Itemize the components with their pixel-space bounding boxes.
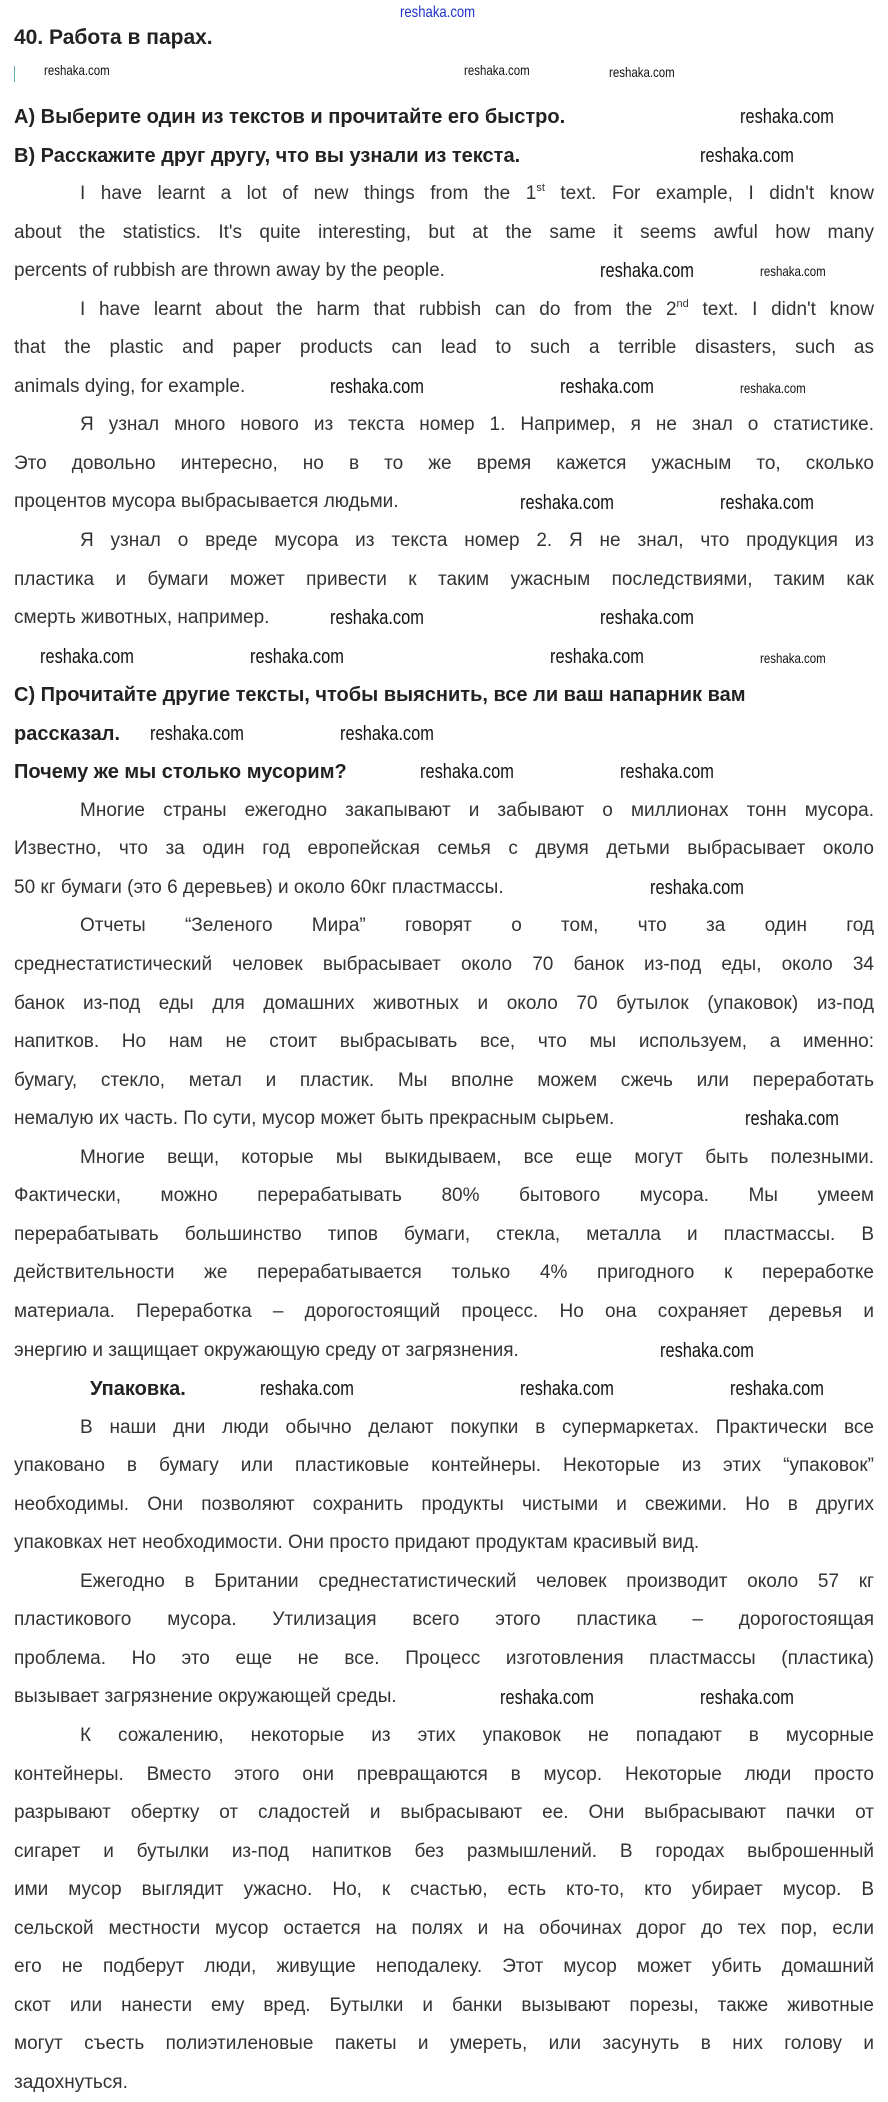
section-heading: рассказал. (14, 722, 121, 745)
paragraph-line: задохнуться. (14, 2071, 128, 2093)
watermark: reshaka.com (650, 877, 744, 899)
paragraph-line: Известно, что за один год европейская семья с двумя детьми выбрасывает около (14, 838, 874, 860)
paragraph-line: упаковках нет необходимости. Они просто придают продуктам красивый вид. (14, 1532, 700, 1554)
superscript: nd (676, 297, 689, 310)
section-heading: В) Расскажите друг другу, что вы узнали из текста. (14, 144, 521, 167)
watermark: reshaka.com (720, 492, 814, 514)
exercise-title: 40. Работа в парах. (14, 26, 213, 49)
paragraph-line: К сожалению, некоторые из этих упаковок не попадают в мусорные (80, 1724, 874, 1746)
paragraph-line: Многие вещи, которые мы выкидываем, все еще могут быть полезными. (80, 1146, 874, 1168)
paragraph-line: 50 кг бумаги (это 6 деревьев) и около 60кг пластмассы. (14, 876, 504, 898)
watermark: reshaka.com (250, 646, 344, 668)
watermark: reshaka.com (330, 376, 424, 398)
paragraph-line: напитков. Но нам не стоит выбрасывать все, что мы используем, а именно: (14, 1031, 874, 1053)
paragraph-line: пластикового мусора. Утилизация всего этого пластика – дорогостоящая (14, 1609, 874, 1631)
section-heading: С) Прочитайте другие тексты, чтобы выяснить, все ли ваш напарник вам (14, 684, 746, 707)
paragraph-line: перерабатывать большинство типов бумаги, стекла, металла и пластмассы. В (14, 1223, 874, 1245)
paragraph-line: animals dying, for example. (14, 375, 246, 397)
paragraph-line: процентов мусора выбрасывается людьми. (14, 491, 399, 513)
paragraph-line: бумагу, стекло, метал и пластик. Мы вполне можем сжечь или переработать (14, 1069, 874, 1091)
paragraph-line: Я узнал о вреде мусора из текста номер 2. Я не знал, что продукция из (80, 530, 874, 552)
paragraph-line: about the statistics. It's quite interesting, but at the same it seems awful how many (14, 221, 874, 243)
paragraph-line: проблема. Но это еще не все. Процесс изготовления пластмассы (пластика) (14, 1647, 874, 1669)
subsection-heading: Упаковка. (90, 1378, 186, 1401)
paragraph-line: Многие страны ежегодно закапывают и забывают о миллионах тонн мусора. (80, 799, 874, 821)
watermark: reshaka.com (760, 263, 826, 279)
watermark: reshaka.com (600, 607, 694, 629)
paragraph-line: Фактически, можно перерабатывать 80% бытового мусора. Мы умеем (14, 1185, 874, 1207)
paragraph-line: скот или нанести ему вред. Бутылки и банки вызывают порезы, также животные (14, 1994, 874, 2016)
paragraph-line: смерть животных, например. (14, 607, 270, 629)
watermark: reshaka.com (520, 492, 614, 514)
watermark: reshaka.com (700, 145, 794, 167)
paragraph-line: ими мусор выглядит ужасно. Но, к счастью, есть кто-то, кто убирает мусор. В (14, 1879, 874, 1901)
margin-mark (14, 66, 15, 82)
paragraph-line: сигарет и бутылки из-под напитков без размышлений. В городах выброшенный (14, 1840, 874, 1862)
paragraph-line: пластика и бумаги может привести к таким ужасным последствиями, таким как (14, 568, 874, 590)
paragraph-line: сельской местности мусор остается на полях и на обочинах дорог до тех пор, если (14, 1917, 874, 1939)
paragraph-line: В наши дни люди обычно делают покупки в супермаркетах. Практически все (80, 1416, 874, 1438)
watermark: reshaka.com (340, 723, 434, 745)
watermark: reshaka.com (464, 62, 530, 78)
paragraph-line: вызывает загрязнение окружающей среды. (14, 1686, 397, 1708)
section-heading: Почему же мы столько мусорим? (14, 761, 347, 784)
section-heading: А) Выберите один из текстов и прочитайте его быстро. (14, 106, 566, 128)
paragraph-line: его не подберут люди, живущие неподалеку. Этот мусор может убить домашний (14, 1956, 874, 1978)
paragraph-line: Ежегодно в Британии среднестатистический человек производит около 57 кг (80, 1570, 874, 1592)
paragraph-line: Это довольно интересно, но в то же время кажется ужасным то, сколько (14, 452, 874, 474)
paragraph-line: Отчеты “Зеленого Мира” говорят о том, что за один год (80, 915, 874, 937)
watermark: reshaka.com (740, 106, 834, 128)
document-body (14, 98, 874, 2102)
paragraph-line: that the plastic and paper products can lead to such a terrible disasters, such as (14, 337, 874, 359)
watermark: reshaka.com (44, 62, 110, 78)
watermark: reshaka.com (609, 64, 675, 80)
paragraph-line: упаковано в бумагу или пластиковые контейнеры. Некоторые из этих “упаковок” (14, 1455, 874, 1477)
watermark: reshaka.com (550, 646, 644, 668)
watermark: reshaka.com (745, 1108, 839, 1130)
watermark: reshaka.com (500, 1687, 594, 1709)
paragraph-line: необходимы. Они позволяют сохранить продукты чистыми и свежими. Но в других (14, 1493, 874, 1515)
watermark: reshaka.com (730, 1378, 824, 1400)
watermark: reshaka.com (150, 723, 244, 745)
superscript: st (536, 182, 545, 195)
paragraph-line: могут съесть полиэтиленовые пакеты и умереть, или засунуть в них голову и (14, 2033, 874, 2055)
paragraph-line: материала. Переработка – дорогостоящий процесс. Но она сохраняет деревья и (14, 1300, 874, 1322)
watermark: reshaka.com (40, 646, 134, 668)
watermark: reshaka.com (520, 1378, 614, 1400)
paragraph-line: энергию и защищает окружающую среду от загрязнения. (14, 1339, 519, 1361)
watermark: reshaka.com (420, 761, 514, 783)
paragraph-line: банок из-под еды для домашних животных и около 70 бутылок (упаковок) из-под (14, 992, 874, 1014)
paragraph-line: Я узнал много нового из текста номер 1. Например, я не знал о статистике. (80, 414, 874, 436)
watermark: reshaka.com (260, 1378, 354, 1400)
watermark: reshaka.com (660, 1340, 754, 1362)
paragraph-line: среднестатистический человек выбрасывает около 70 банок из-под еды, около 34 (14, 954, 874, 976)
paragraph-line: немалую их часть. По сути, мусор может быть прекрасным сырьем. (14, 1108, 615, 1130)
paragraph-line: I have learnt a lot of new things from the 1st text. For example, I didn't know (80, 182, 875, 205)
watermark: reshaka.com (760, 650, 826, 666)
watermark: reshaka.com (700, 1687, 794, 1709)
watermark: reshaka.com (560, 376, 654, 398)
watermark: reshaka.com (330, 607, 424, 629)
blank-line (14, 638, 874, 677)
watermark: reshaka.com (600, 260, 694, 282)
paragraph-line: действительности же перерабатывается только 4% пригодного к переработке (14, 1262, 874, 1284)
paragraph-line: разрывают обертку от сладостей и выбрасывают ее. Они выбрасывают пачки от (14, 1802, 874, 1824)
paragraph-line: контейнеры. Вместо этого они превращаются в мусор. Некоторые люди просто (14, 1763, 874, 1785)
paragraph-line: I have learnt about the harm that rubbish can do from the 2nd text. I didn't know (80, 297, 875, 320)
watermark: reshaka.com (400, 4, 476, 21)
paragraph-line: percents of rubbish are thrown away by the people. (14, 260, 445, 282)
watermark: reshaka.com (740, 380, 806, 396)
watermark: reshaka.com (620, 761, 714, 783)
